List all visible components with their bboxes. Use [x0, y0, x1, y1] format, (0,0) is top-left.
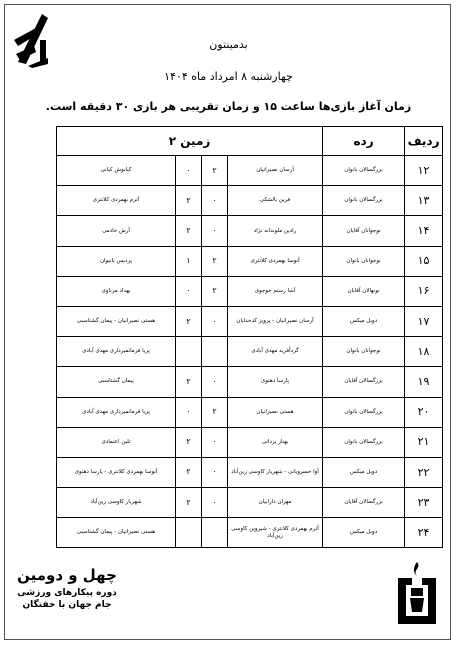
player2-cell: آنوسا بهمردی کلانتری - پارسا دهنوی: [57, 457, 176, 487]
row-number-cell: ۱۴: [405, 216, 443, 246]
table-row: [57, 276, 443, 306]
player2-cell: شهریار کاوسی زین‌آباد: [57, 488, 176, 518]
category-cell: بزرگسالان بانوان: [323, 397, 405, 427]
row-number-cell: ۱۸: [405, 337, 443, 367]
player2-cell: هستی نصیرانیان - پیمان گشتاسبی: [57, 306, 176, 336]
score1-cell: ۲: [202, 276, 228, 306]
score1-cell: ۲: [202, 156, 228, 186]
player1-cell: آرسان نصیرانیان - پرویز کدخدایان: [228, 306, 323, 336]
score2-cell: ۰: [176, 156, 202, 186]
header-row-no: ردیف: [405, 127, 443, 156]
table-body: [57, 156, 443, 548]
player2-cell: هستی نصیرانیان - پیمان گشتاسبی: [57, 518, 176, 548]
score2-cell: ۱: [176, 246, 202, 276]
table-row: [57, 397, 443, 427]
player2-cell: آترم بهمردی کلانتری: [57, 186, 176, 216]
player2-cell: بهداد مزناوی: [57, 276, 176, 306]
sport-title: بدمینتون: [209, 38, 248, 51]
score1-cell: ۰: [202, 216, 228, 246]
footer-block: [12, 566, 122, 610]
category-cell: بزرگسالان آقایان: [323, 488, 405, 518]
row-number-cell: ۲۰: [405, 397, 443, 427]
player2-cell: تلین اعتمادی: [57, 427, 176, 457]
category-cell: دوبل میکس: [323, 306, 405, 336]
table-row: [57, 186, 443, 216]
score2-cell: ۲: [176, 427, 202, 457]
score2-cell: ۰: [176, 276, 202, 306]
score1-cell: ۰: [202, 306, 228, 336]
table-row: [57, 216, 443, 246]
category-cell: نونهالان آقایان: [323, 276, 405, 306]
score1-cell: [202, 518, 228, 548]
footer-line3: جام جهان با خفتگان: [22, 600, 112, 610]
player1-cell: بهناز یزدانی: [228, 427, 323, 457]
score2-cell: [176, 518, 202, 548]
table-row: [57, 246, 443, 276]
header-category: رده: [323, 127, 405, 156]
score1-cell: ۰: [202, 427, 228, 457]
score2-cell: ۲: [176, 488, 202, 518]
score1-cell: ۲: [202, 246, 228, 276]
player1-cell: مهران دارابیان: [228, 488, 323, 518]
score2-cell: ۲: [176, 306, 202, 336]
player1-cell: آترم بهمردی کلانتری - شیروین کاوسی زین‌آباد: [228, 518, 323, 548]
category-cell: نوجوانان بانوان: [323, 246, 405, 276]
score1-cell: ۰: [202, 488, 228, 518]
row-number-cell: ۲۳: [405, 488, 443, 518]
player2-cell: پردیس بانیوان: [57, 246, 176, 276]
player2-cell: پریا فرمانمیرداری مهدی آبادی: [57, 397, 176, 427]
row-number-cell: ۱۶: [405, 276, 443, 306]
table-header-row: [57, 127, 443, 156]
row-number-cell: ۱۳: [405, 186, 443, 216]
category-cell: بزرگسالان بانوان: [323, 427, 405, 457]
player1-cell: گرداًفرید مهدی آبادی: [228, 337, 323, 367]
score1-cell: ۲: [202, 397, 228, 427]
row-number-cell: ۲۱: [405, 427, 443, 457]
table-row: [57, 156, 443, 186]
score1-cell: ۰: [202, 457, 228, 487]
player2-cell: پیمان گشتاسبی: [57, 367, 176, 397]
player1-cell: آوا خسرویانی - شهریار کاوسی زین‌آباد: [228, 457, 323, 487]
score2-cell: ۲: [176, 457, 202, 487]
table-row: [57, 518, 443, 548]
row-number-cell: ۲۲: [405, 457, 443, 487]
player1-cell: فرین بالشکی: [228, 186, 323, 216]
category-cell: بزرگسالان بانوان: [323, 156, 405, 186]
table-row: [57, 488, 443, 518]
footer-line1: چهل و دومین: [17, 566, 117, 584]
category-cell: دوبل میکس: [323, 518, 405, 548]
row-number-cell: ۱۷: [405, 306, 443, 336]
score2-cell: ۲: [176, 367, 202, 397]
category-cell: بزرگسالان آقایان: [323, 367, 405, 397]
footer-line2: دوره پیکارهای ورزشی: [17, 588, 117, 598]
score1-cell: ۰: [202, 186, 228, 216]
schedule-table: [56, 126, 443, 548]
table-row: [57, 367, 443, 397]
player1-cell: آرسان نصیرانیان: [228, 156, 323, 186]
player1-cell: پارسا دهنوی: [228, 367, 323, 397]
player2-cell: آرش خادمی: [57, 216, 176, 246]
header-court: زمین ۲: [57, 127, 323, 156]
player1-cell: آشا رستم خوجوی: [228, 276, 323, 306]
score1-cell: [202, 337, 228, 367]
player2-cell: پریا فرمانمیرداری مهدی آبادی: [57, 337, 176, 367]
score2-cell: ۰: [176, 397, 202, 427]
category-cell: بزرگسالان بانوان: [323, 186, 405, 216]
row-number-cell: ۱۵: [405, 246, 443, 276]
category-cell: نوجوانان بانوان: [323, 337, 405, 367]
table-row: [57, 457, 443, 487]
score2-cell: ۲: [176, 216, 202, 246]
score2-cell: [176, 337, 202, 367]
player2-cell: کیانوش کیانی: [57, 156, 176, 186]
emblem-icon: [396, 560, 438, 626]
category-cell: نوجوانان آقایان: [323, 216, 405, 246]
row-number-cell: ۲۴: [405, 518, 443, 548]
score1-cell: ۰: [202, 367, 228, 397]
player1-cell: هستی نصیرانیان: [228, 397, 323, 427]
row-number-cell: ۱۲: [405, 156, 443, 186]
row-number-cell: ۱۹: [405, 367, 443, 397]
table-row: [57, 427, 443, 457]
player1-cell: رادین ملوندانه نژاد: [228, 216, 323, 246]
date-line: چهارشنبه ۸ امرداد ماه ۱۴۰۴: [164, 70, 293, 83]
table-row: [57, 306, 443, 336]
player1-cell: آنوسا بهمردی کلانتری: [228, 246, 323, 276]
schedule-note: زمان آغاز بازی‌ها ساعت ۱۵ و زمان تقریبی هر بازی ۳۰ دقیقه است.: [45, 100, 412, 113]
table-row: [57, 337, 443, 367]
score2-cell: ۲: [176, 186, 202, 216]
category-cell: دوبل میکس: [323, 457, 405, 487]
